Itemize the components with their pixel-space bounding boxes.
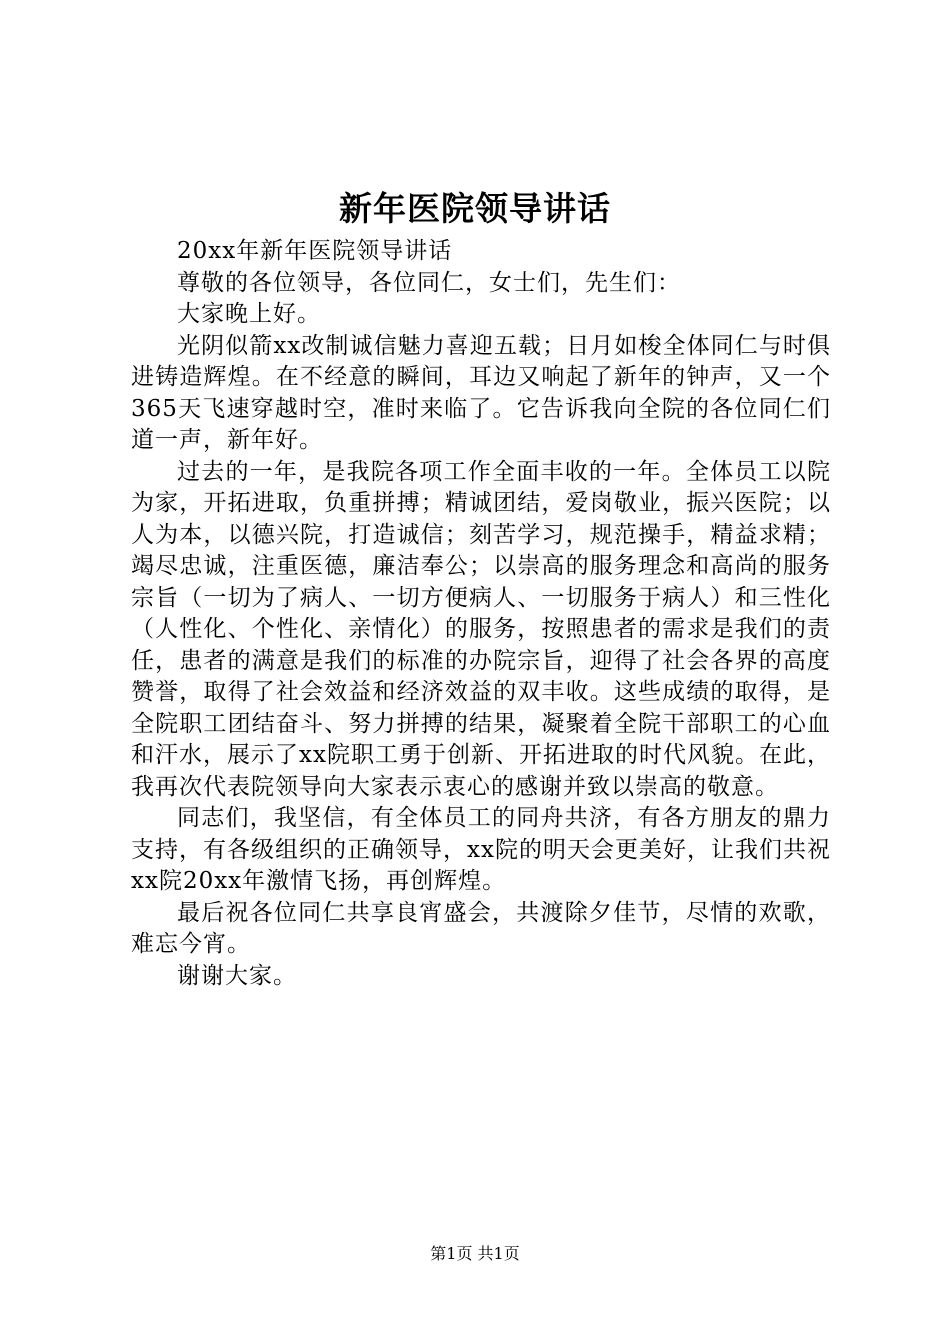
document-body [131, 236, 831, 992]
page-footer: 第1页 共1页 [430, 1244, 520, 1263]
salutation: 尊敬的各位领导，各位同仁，女士们，先生们： [177, 269, 681, 296]
paragraph-opening: 光阴似箭xx改制诚信魅力喜迎五载；日月如梭全体同仁与时俱进铸造辉煌。在不经意的瞬间，耳边又响起了新年的钟声，又一个365天飞速穿越时空，准时来临了。它告诉我向全院的各位同仁们道一声，新年好。 [131, 332, 831, 453]
paragraph-wishes: 最后祝各位同仁共享良宵盛会，共渡除夕佳节，尽情的欢歌，难忘今宵。 [131, 899, 831, 957]
document-title: 新年医院领导讲话 [339, 189, 611, 228]
closing-thanks: 谢谢大家。 [177, 962, 297, 989]
greeting: 大家晚上好。 [177, 301, 321, 327]
subtitle-line: 20xx年新年医院领导讲话 [177, 238, 453, 264]
paragraph-review: 过去的一年，是我院各项工作全面丰收的一年。全体员工以院为家，开拓进取，负重拼搏；精诚团结，爱岗敬业，振兴医院；以人为本，以德兴院，打造诚信；刻苦学习，规范操手，精益求精；竭尽忠诚，注重医德，廉洁奉公；以崇高的服务理念和高尚的服务宗旨（一切为了病人、一切方便病人、一切服务于病人）和三性化（人性化、个性化、亲情化）的服务，按照患者的需求是我们的责任，患者的满意是我们的标准的办院宗旨，迎得了社会各界的高度赞誉，取得了社会效益和经济效益的双丰收。这些成绩的取得，是全院职工团结奋斗、努力拼搏的结果，凝聚着全院干部职工的心血和汗水，展示了xx院职工勇于创新、开拓进取的时代风貌。在此，我再次代表院领导向大家表示衷心的感谢并致以崇高的敬意。 [131, 458, 831, 800]
paragraph-outlook: 同志们，我坚信，有全体员工的同舟共济，有各方朋友的鼎力支持，有各级组织的正确领导，xx院的明天会更美好，让我们共祝xx院20xx年激情飞扬，再创辉煌。 [131, 805, 831, 894]
